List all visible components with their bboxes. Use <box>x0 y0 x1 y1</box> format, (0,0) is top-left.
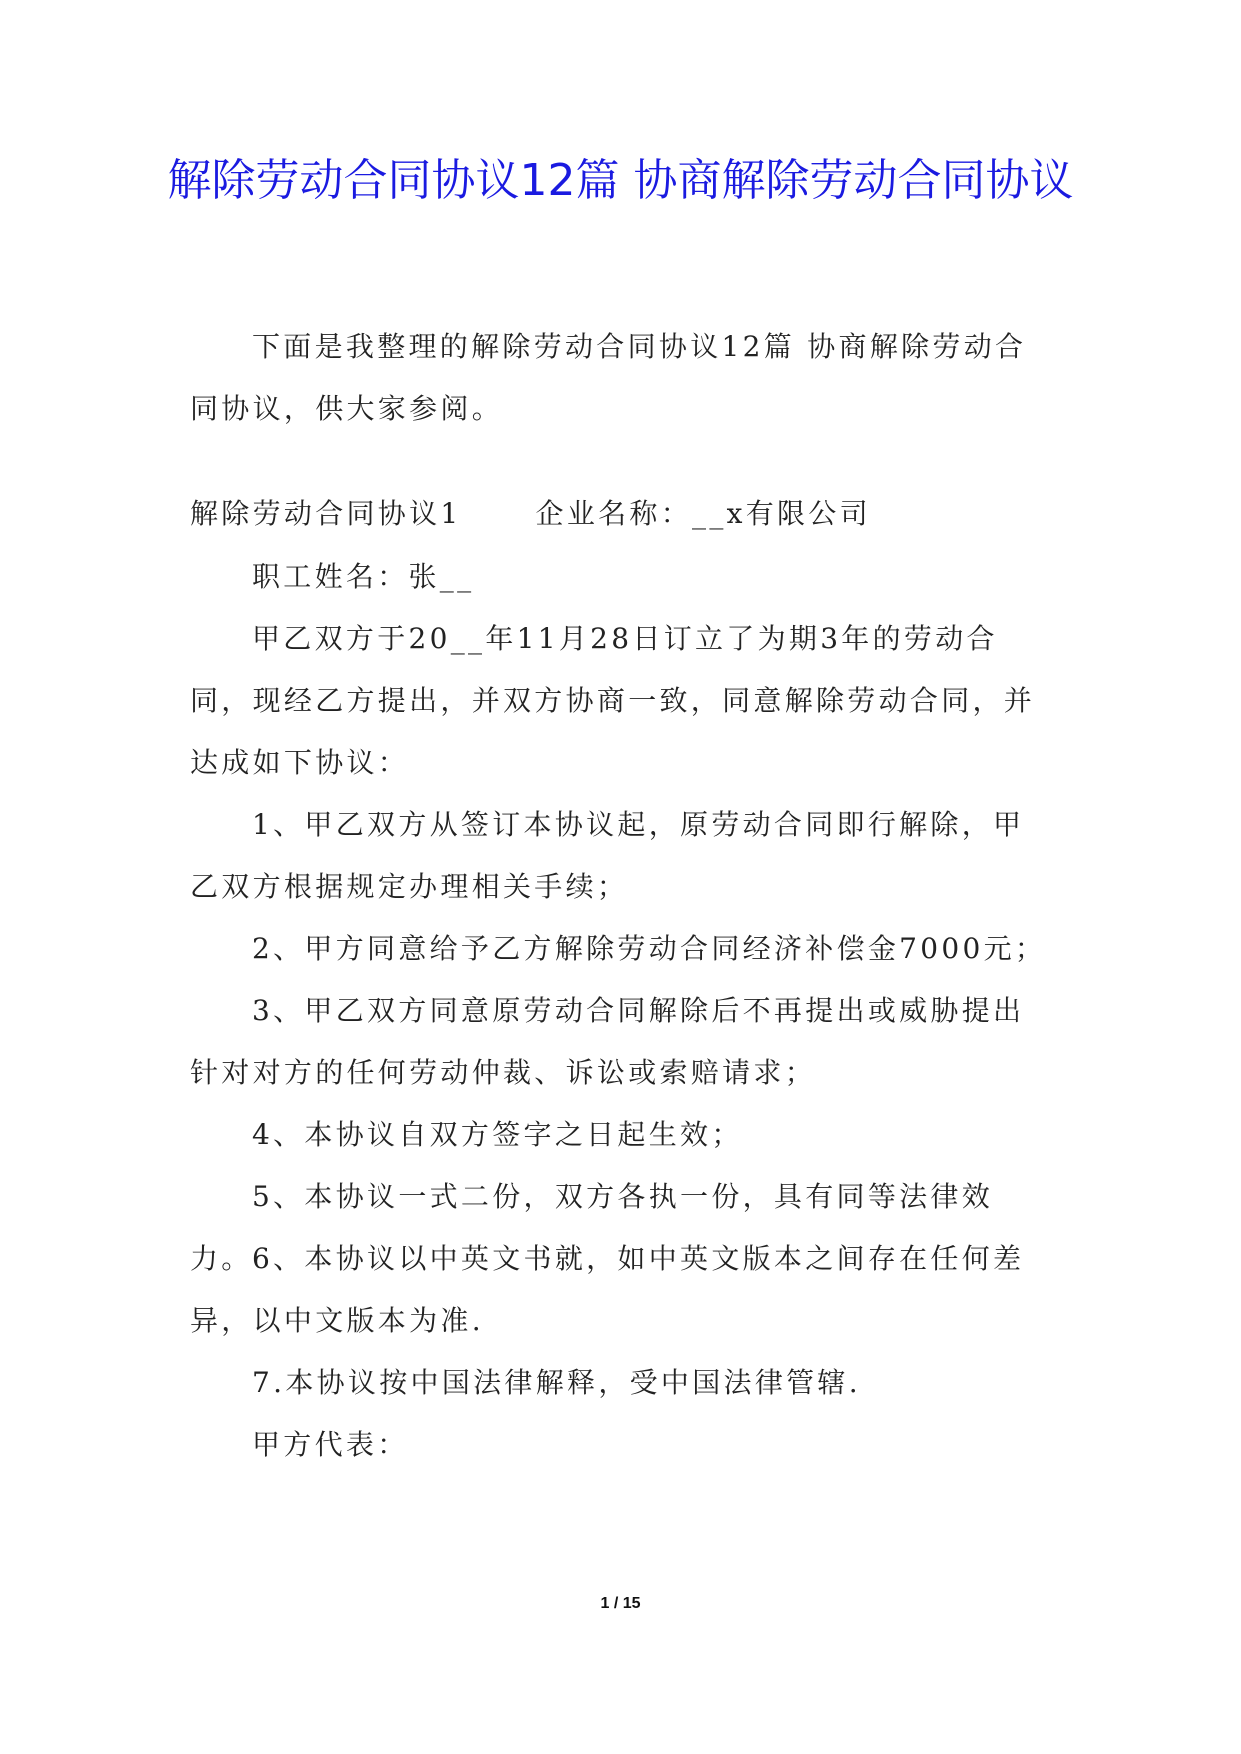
clause-2: 2、甲方同意给予乙方解除劳动合同经济补偿金7000元； <box>252 932 1047 965</box>
party-a-representative: 甲方代表： <box>252 1428 409 1461</box>
document-title: 解除劳动合同协议12篇 协商解除劳动合同协议 <box>167 155 1074 206</box>
page-number: 1 / 15 <box>600 1595 641 1612</box>
agreement-heading-line <box>190 483 1052 545</box>
intro-paragraph: 下面是我整理的解除劳动合同协议12篇 协商解除劳动合同协议，供大家参阅。 <box>190 330 1027 425</box>
clause-5: 5、本协议一式二份，双方各执一份，具有同等法律效力。 <box>190 1180 994 1275</box>
company-name-line: 企业名称：__x有限公司 <box>535 497 871 530</box>
preamble-paragraph: 甲乙双方于20__年11月28日订立了为期3年的劳动合同，现经乙方提出，并双方协商一致，同意解除劳动合同，并达成如下协议： <box>190 622 1036 779</box>
clause-4: 4、本协议自双方签字之日起生效； <box>252 1118 743 1151</box>
agreement-heading: 解除劳动合同协议1 <box>190 497 462 530</box>
clause-1: 1、甲乙双方从签订本协议起，原劳动合同即行解除，甲乙双方根据规定办理相关手续； <box>190 808 1025 903</box>
clause-3: 3、甲乙双方同意原劳动合同解除后不再提出或威胁提出针对对方的任何劳动仲裁、诉讼或索赔请求； <box>190 994 1025 1089</box>
clause-7: 7.本协议按中国法律解释，受中国法律管辖. <box>252 1366 861 1399</box>
employee-name-line: 职工姓名：张__ <box>252 560 475 593</box>
clause-6: 6、本协议以中英文书就，如中英文版本之间存在任何差异，以中文版本为准. <box>190 1242 1025 1337</box>
